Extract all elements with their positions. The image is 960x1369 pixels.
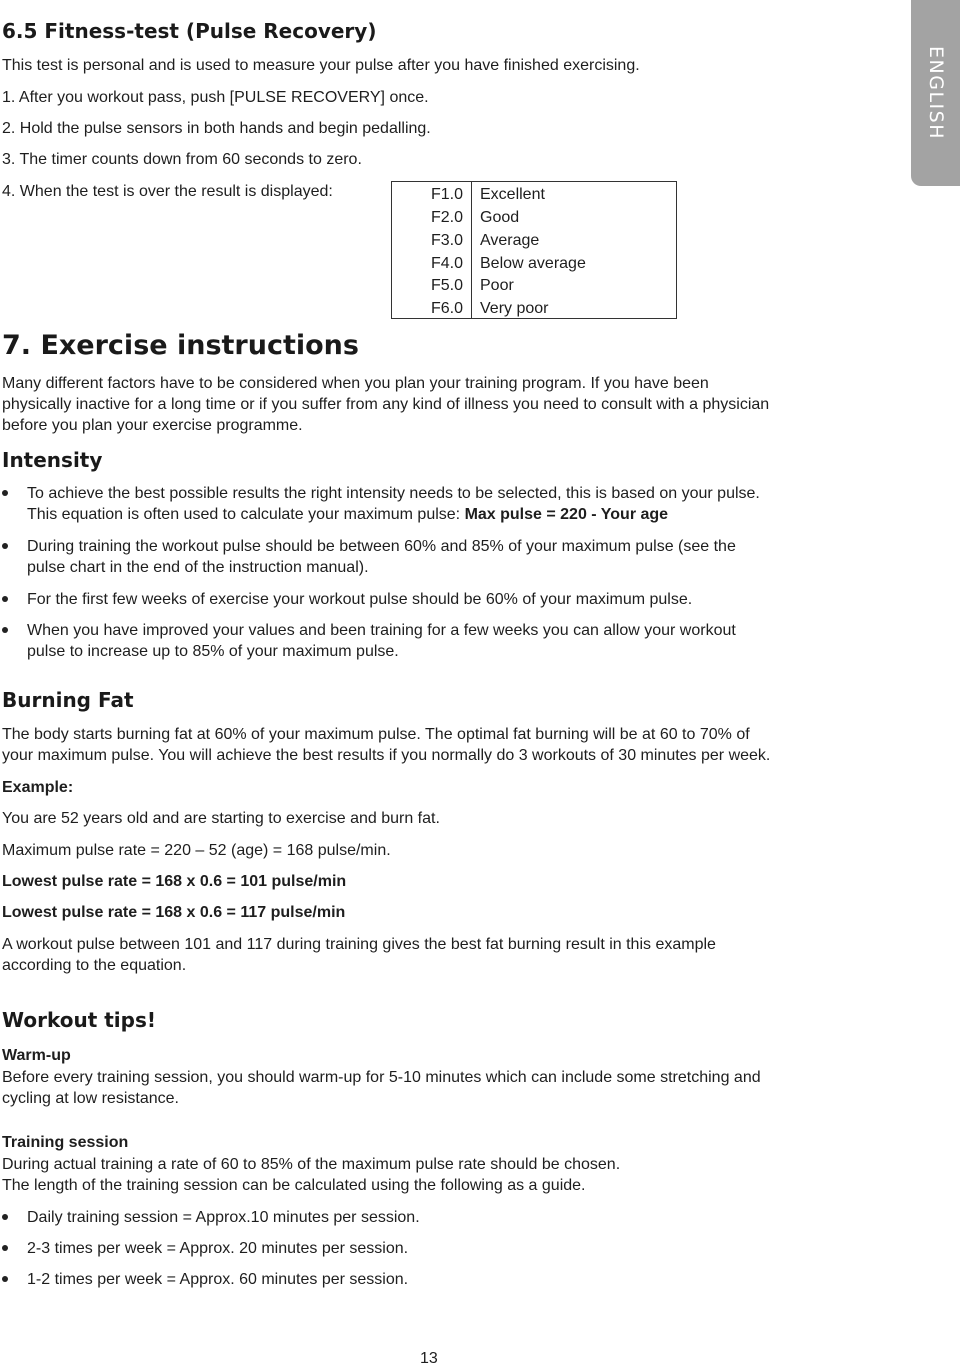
tips-bullet-1: Daily training session = Approx.10 minutes per session. (27, 1209, 420, 1226)
section-7-intro-line-3: before you plan your exercise programme. (2, 417, 303, 434)
page-number: 13 (420, 1350, 438, 1367)
equation-intro: This equation is often used to calculate your maximum pulse: (27, 506, 465, 523)
result-code: F4.0 (430, 255, 463, 272)
result-label: Average (480, 232, 540, 249)
section-7-intro-line-2: physically inactive for a long time or if you suffer from any kind of illness you need to consult with a physician (2, 396, 770, 413)
result-label: Excellent (480, 186, 545, 203)
bullet-icon (2, 543, 8, 549)
result-code: F5.0 (430, 277, 463, 294)
tips-bullet-3: 1-2 times per week = Approx. 60 minutes per session. (27, 1271, 409, 1288)
intensity-bullet-3-line-1: For the first few weeks of exercise your workout pulse should be 60% of your maximum pulse. (27, 591, 693, 608)
bullet-icon (2, 1245, 8, 1251)
example-conclusion-line-2: according to the equation. (2, 957, 187, 974)
section-6-5-intro: This test is personal and is used to measure your pulse after you have finished exercising. (2, 57, 640, 74)
warmup-line-1: Before every training session, you should warm-up for 5-10 minutes which can include some stretching and (2, 1069, 761, 1086)
result-label: Below average (480, 255, 586, 272)
step-1: 1. After you workout pass, push [PULSE RECOVERY] once. (2, 89, 429, 106)
step-2: 2. Hold the pulse sensors in both hands and begin pedalling. (2, 120, 431, 137)
result-code: F6.0 (430, 300, 463, 317)
example-line-2: Maximum pulse rate = 220 – 52 (age) = 168 pulse/min. (2, 842, 391, 859)
burning-fat-para-line-2: your maximum pulse. You will achieve the best results if you normally do 3 workouts of 30 minutes per week. (2, 747, 771, 764)
language-tab (911, 0, 960, 186)
example-line-3: Lowest pulse rate = 168 x 0.6 = 101 pulse/min (2, 873, 347, 890)
result-code: F1.0 (430, 186, 463, 203)
bullet-icon (2, 490, 8, 496)
training-line-1: During actual training a rate of 60 to 85% of the maximum pulse rate should be chosen. (2, 1156, 621, 1173)
training-line-2: The length of the training session can be calculated using the following as a guide. (2, 1177, 586, 1194)
intensity-bullet-1-line-1: To achieve the best possible results the right intensity needs to be selected, this is based on your pulse. (27, 485, 760, 502)
intensity-bullet-4-line-1: When you have improved your values and been training for a few weeks you can allow your workout (27, 622, 736, 639)
section-7-title: 7. Exercise instructions (2, 330, 359, 361)
section-6-5-title: 6.5 Fitness-test (Pulse Recovery) (2, 19, 377, 43)
intensity-title: Intensity (2, 448, 103, 472)
intensity-bullet-1-line-2 (27, 504, 668, 525)
intensity-bullet-4-line-2: pulse to increase up to 85% of your maximum pulse. (27, 643, 399, 660)
max-pulse-formula: Max pulse = 220 - Your age (464, 506, 669, 523)
warmup-line-2: cycling at low resistance. (2, 1090, 179, 1107)
example-label: Example: (2, 779, 74, 796)
warmup-label: Warm-up (2, 1047, 71, 1064)
result-label: Good (480, 209, 520, 226)
bullet-icon (2, 1276, 8, 1282)
section-7-intro-line-1: Many different factors have to be considered when you plan your training program. If you have been (2, 375, 709, 392)
example-conclusion-line-1: A workout pulse between 101 and 117 during training gives the best fat burning result in this example (2, 936, 716, 953)
result-code: F3.0 (430, 232, 463, 249)
tips-bullet-2: 2-3 times per week = Approx. 20 minutes per session. (27, 1240, 409, 1257)
burning-fat-para-line-1: The body starts burning fat at 60% of your maximum pulse. The optimal fat burning will be at 60 to 70% of (2, 726, 750, 743)
example-line-1: You are 52 years old and are starting to exercise and burn fat. (2, 810, 440, 827)
workout-tips-title: Workout tips! (2, 1008, 156, 1032)
burning-fat-title: Burning Fat (2, 688, 134, 712)
step-3: 3. The timer counts down from 60 seconds to zero. (2, 151, 362, 168)
results-table (391, 181, 677, 319)
bullet-icon (2, 1214, 8, 1220)
step-4: 4. When the test is over the result is displayed: (2, 183, 333, 200)
result-code: F2.0 (430, 209, 463, 226)
intensity-bullet-2-line-2: pulse chart in the end of the instruction manual). (27, 559, 369, 576)
bullet-icon (2, 627, 8, 633)
result-label: Poor (480, 277, 514, 294)
result-label: Very poor (480, 300, 549, 317)
training-session-label: Training session (2, 1134, 129, 1151)
intensity-bullet-2-line-1: During training the workout pulse should be between 60% and 85% of your maximum pulse (see the (27, 538, 736, 555)
table-divider (471, 182, 472, 318)
bullet-icon (2, 596, 8, 602)
example-line-4: Lowest pulse rate = 168 x 0.6 = 117 pulse/min (2, 904, 346, 921)
language-tab-label: ENGLISH (924, 46, 947, 140)
